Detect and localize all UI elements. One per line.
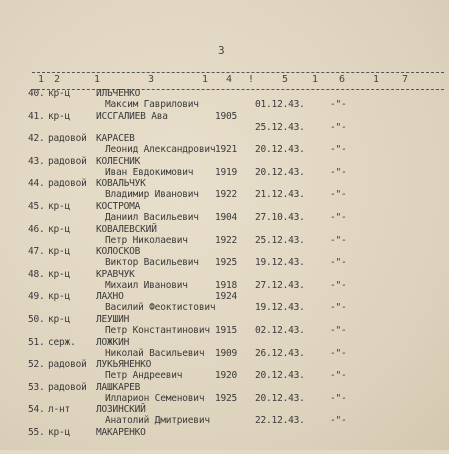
record-date: 27.12.43. xyxy=(255,279,305,291)
record-given-name: Анатолий Дмитриевич xyxy=(105,415,210,427)
record-birth-year: 1921 xyxy=(215,144,238,156)
record-number: 41. xyxy=(28,110,45,122)
record-surname: КОСТРОМА xyxy=(96,201,141,212)
record-ditto-mark: -"- xyxy=(330,212,347,223)
record-number: 46. xyxy=(28,223,45,235)
col-header-6: 4 xyxy=(226,74,233,85)
record-given-name: Петр Константинович xyxy=(105,325,210,336)
record-ditto-mark: -"- xyxy=(330,234,347,246)
record-date: 20.12.43. xyxy=(255,144,305,156)
record-birth-year: 1905 xyxy=(215,110,238,122)
record-surname: КОВАЛЬЧУК xyxy=(96,178,146,190)
col-header-1: 1 xyxy=(38,74,45,85)
record-ditto-mark: -"- xyxy=(330,166,347,178)
record-number: 53. xyxy=(28,381,45,393)
record-date: 21.12.43. xyxy=(255,189,305,201)
record-birth-year: 1909 xyxy=(215,347,238,359)
record-date: 27.10.43. xyxy=(255,212,305,223)
record-ditto-mark: -"- xyxy=(330,144,347,156)
record-rank: кр-ц xyxy=(48,268,71,280)
record-date: 02.12.43. xyxy=(255,325,305,336)
record-given-name: Михаил Иванович xyxy=(105,279,188,291)
record-surname: ЛУКЬЯНЕНКО xyxy=(96,359,152,371)
record-ditto-mark: -"- xyxy=(330,370,347,382)
record-date: 20.12.43. xyxy=(255,166,305,178)
record-number: 44. xyxy=(28,178,45,190)
page-number: 3 xyxy=(218,44,225,57)
record-surname: КРАВЧУК xyxy=(96,268,135,280)
record-date: 25.12.43. xyxy=(255,121,305,133)
record-rank: радовой xyxy=(48,155,87,167)
record-birth-year: 1915 xyxy=(215,325,238,336)
record-birth-year: 1918 xyxy=(215,279,238,291)
record-rank: кр-ц xyxy=(48,110,71,122)
record-ditto-mark: -"- xyxy=(330,325,347,336)
record-rank: радовой xyxy=(48,178,87,190)
record-date: 19.12.43. xyxy=(255,257,305,269)
record-birth-year: 1925 xyxy=(215,257,238,269)
record-surname: МАКАРЕНКО xyxy=(96,427,146,438)
record-date: 20.12.43. xyxy=(255,370,305,382)
record-given-name: Николай Васильевич xyxy=(105,347,205,359)
record-surname: ИССГАЛИЕВ Ава xyxy=(96,110,168,122)
record-number: 48. xyxy=(28,268,45,280)
record-ditto-mark: -"- xyxy=(330,189,347,201)
record-date: 22.12.43. xyxy=(255,415,305,427)
record-date: 20.12.43. xyxy=(255,392,305,404)
record-given-name: Владимир Иванович xyxy=(105,189,199,201)
col-header-12: 7 xyxy=(402,74,409,85)
record-given-name: Виктор Васильевич xyxy=(105,257,199,269)
record-given-name: Леонид Александрович xyxy=(105,144,216,156)
record-birth-year: 1922 xyxy=(215,234,238,246)
record-rank: кр-ц xyxy=(48,88,71,99)
record-given-name: Петр Николаевич xyxy=(105,234,188,246)
record-given-name: Максим Гаврилович xyxy=(105,99,199,110)
col-header-7: ! xyxy=(248,74,255,85)
record-number: 40. xyxy=(28,88,45,99)
record-number: 43. xyxy=(28,155,45,167)
record-surname: КОЛЕСНИК xyxy=(96,155,141,167)
record-rank: кр-ц xyxy=(48,201,71,212)
record-surname: ЛАШКАРЕВ xyxy=(96,381,141,393)
record-surname: КОВАЛЕВСКИЙ xyxy=(96,223,157,235)
record-birth-year: 1925 xyxy=(215,392,238,404)
record-birth-year: 1904 xyxy=(215,212,238,223)
record-given-name: Василий Феоктистович xyxy=(105,302,216,314)
record-rank: радовой xyxy=(48,381,87,393)
record-number: 51. xyxy=(28,336,45,348)
record-rank: л-нт xyxy=(48,404,71,416)
record-date: 01.12.43. xyxy=(255,99,305,110)
record-ditto-mark: -"- xyxy=(330,302,347,314)
record-ditto-mark: -"- xyxy=(330,121,347,133)
record-birth-year: 1919 xyxy=(215,166,238,178)
col-header-11: 1 xyxy=(373,74,380,85)
record-surname: ЛОЗИНСКИЙ xyxy=(96,404,146,416)
record-date: 26.12.43. xyxy=(255,347,305,359)
record-given-name: Петр Андреевич xyxy=(105,370,183,382)
record-surname: ЛАХНО xyxy=(96,291,124,303)
record-birth-year: 1920 xyxy=(215,370,238,382)
record-rank: радовой xyxy=(48,133,87,145)
record-birth-year: 1924 xyxy=(215,291,238,303)
record-surname: КАРАСЕВ xyxy=(96,133,135,145)
record-number: 47. xyxy=(28,246,45,258)
record-rank: кр-ц xyxy=(48,223,71,235)
record-ditto-mark: -"- xyxy=(330,392,347,404)
record-surname: КОЛОСКОВ xyxy=(96,246,141,258)
record-rank: кр-ц xyxy=(48,246,71,258)
record-date: 19.12.43. xyxy=(255,302,305,314)
record-number: 49. xyxy=(28,291,45,303)
record-ditto-mark: -"- xyxy=(330,279,347,291)
record-given-name: Илларион Семенович xyxy=(105,392,205,404)
record-given-name: Даниил Васильевич xyxy=(105,212,199,223)
record-ditto-mark: -"- xyxy=(330,347,347,359)
record-date: 25.12.43. xyxy=(255,234,305,246)
record-rank: кр-ц xyxy=(48,291,71,303)
record-rank: кр-ц xyxy=(48,314,71,325)
col-header-10: 6 xyxy=(339,74,346,85)
record-rank: радовой xyxy=(48,359,87,371)
col-header-2: 2 xyxy=(54,74,61,85)
record-number: 52. xyxy=(28,359,45,371)
record-number: 50. xyxy=(28,314,45,325)
record-number: 54. xyxy=(28,404,45,416)
record-surname: ЛЕУШИН xyxy=(96,314,130,325)
record-ditto-mark: -"- xyxy=(330,415,347,427)
record-number: 42. xyxy=(28,133,45,145)
col-header-8: 5 xyxy=(282,74,289,85)
record-ditto-mark: -"- xyxy=(330,257,347,269)
record-birth-year: 1922 xyxy=(215,189,238,201)
record-rank: кр-ц xyxy=(48,427,71,438)
col-header-4: 3 xyxy=(148,74,155,85)
col-header-3: 1 xyxy=(94,74,101,85)
col-header-9: 1 xyxy=(312,74,319,85)
record-number: 55. xyxy=(28,427,45,438)
record-number: 45. xyxy=(28,201,45,212)
record-surname: ЛОЖКИН xyxy=(96,336,130,348)
record-given-name: Иван Евдокимович xyxy=(105,166,194,178)
record-ditto-mark: -"- xyxy=(330,99,347,110)
record-surname: ИЛЬЧЕНКО xyxy=(96,88,141,99)
col-header-5: 1 xyxy=(202,74,209,85)
record-rank: серж. xyxy=(48,336,76,348)
